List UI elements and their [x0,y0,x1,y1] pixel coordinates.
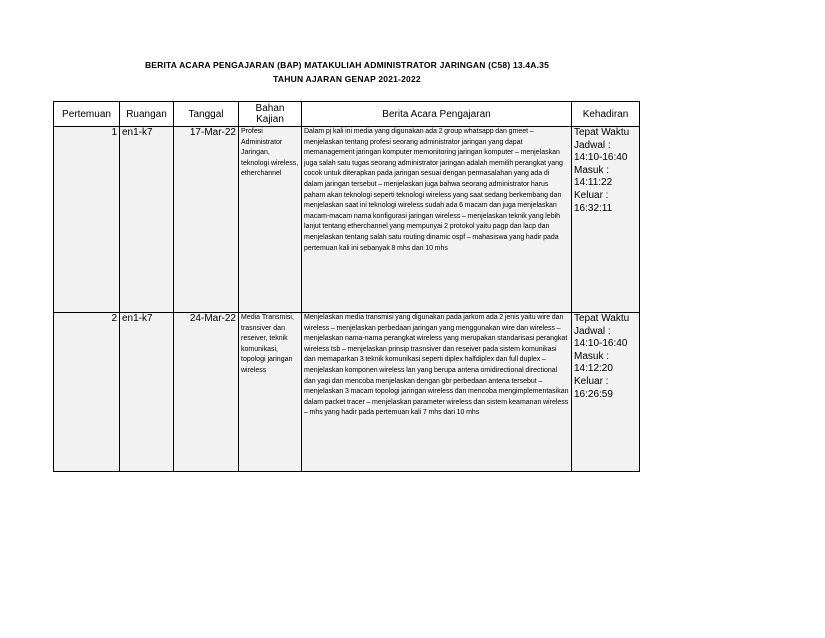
schedule-label: Jadwal : [574,139,611,151]
header-bahan-kajian: Bahan Kajian [239,102,302,127]
header-ruangan: Ruangan [120,102,174,127]
cell-tanggal: 17-Mar-22 [174,127,239,313]
cell-bahan-kajian: Profesi Administrator Jaringan, teknologi wireless, etherchannel [239,127,302,313]
academic-year-subtitle: TAHUN AJARAN GENAP 2021-2022 [273,74,421,84]
header-kehadiran: Kehadiran [572,102,640,127]
check-out-time: 16:32:11 [574,202,613,214]
check-in-time: 14:11:22 [574,177,613,189]
check-out-label: Keluar : [574,189,609,201]
cell-pertemuan: 1 [54,127,120,313]
header-pertemuan: Pertemuan [54,102,120,127]
check-out-time: 16:26:59 [574,388,613,400]
check-in-label: Masuk : [574,350,610,362]
cell-pertemuan: 2 [54,313,120,472]
cell-tanggal: 24-Mar-22 [174,313,239,472]
check-out-label: Keluar : [574,375,609,387]
schedule-label: Jadwal : [574,325,611,337]
bap-table [53,101,640,472]
schedule-time: 14:10-16:40 [574,152,628,164]
header-tanggal: Tanggal [174,102,239,127]
header-berita-acara: Berita Acara Pengajaran [302,102,572,127]
table-row [54,313,640,472]
table-row [54,127,640,313]
check-in-label: Masuk : [574,164,610,176]
check-in-time: 14:12:20 [574,363,613,375]
table-header-row [54,102,640,127]
document-title: BERITA ACARA PENGAJARAN (BAP) MATAKULIAH ADMINISTRATOR JARINGAN (C58) 13.4A.35 [144,60,550,70]
attendance-status: Tepat Waktu [574,313,630,324]
cell-kehadiran [572,313,640,472]
cell-kehadiran [572,127,640,313]
cell-berita-acara: Menjelaskan media transmisi yang digunakan pada jarkom ada 2 jenis yaitu wire dan wireless – menjelaskan perbedaan jaringan yang menggunakan wire dan wireless – menjelaskan nama-nama perangkat wireless yang merupakan standarisasi perangkat wireless tsb – menjelaskan prinsip trasnsiver dan reseiver pada sistem komunikasi dan memaparkan 3 teknik komunikasi seperti diplex halfdiplex dan full duplex – menjelaskan komponen wireless lan yang berupa antena omidirectional directional dan yagi dan mencoba menjelaskan dengan gbr perbedaan antena tersebut – menjelaskan 3 macam topologi jaringan wireless dan mencoba mengimplementasikan dalam packet tracer – menjelaskan parameter wireless dan sistem keamanan wireless – mhs yang hadir pada pertemuan kali 7 mhs dari 10 mhs [302,313,572,472]
schedule-time: 14:10-16:40 [574,338,628,350]
cell-ruangan: en1-k7 [120,313,174,472]
cell-ruangan: en1-k7 [120,127,174,313]
attendance-status: Tepat Waktu [574,127,630,138]
cell-bahan-kajian: Media Transmisi, trasnsiver dan reseiver, teknik komunikasi, topologi jaringan wireless [239,313,302,472]
cell-berita-acara: Dalam pj kali ini media yang digunakan ada 2 group whatsapp dan gmeet – menjelaskan tentang profesi seorang administrator jaringan yang dapat memanagement jaringan komputer memonitoring jaringan komputer – menjelaskan juga salah satu tugas seorang administrator jaringan adalah memilih perangkat yang cocok untuk diterapkan pada jaringan sesuai dengan permasalahan yang ada di dalam jaringan tersebut – menjelaskan juga bahwa seorang administrator harus paham akan teknologi seperti teknologi wireless yang saat sedang berkembang dan menjelaskan saat ini teknologi wireless sudah ada 6 macam dan juga menjelaskan macam-macam nama konfigurasi jaringan wireless – menjelaskan teknik yang lebih lanjut tentang etherchannel yang mempunyai 2 protokol yaitu pagp dan lacp dan menjelaskan tentang salah satu routing dinamic ospf – mahasiswa yang hadir pada pertemuan kali ini sebanyak 8 mhs dari 10 mhs [302,127,572,313]
